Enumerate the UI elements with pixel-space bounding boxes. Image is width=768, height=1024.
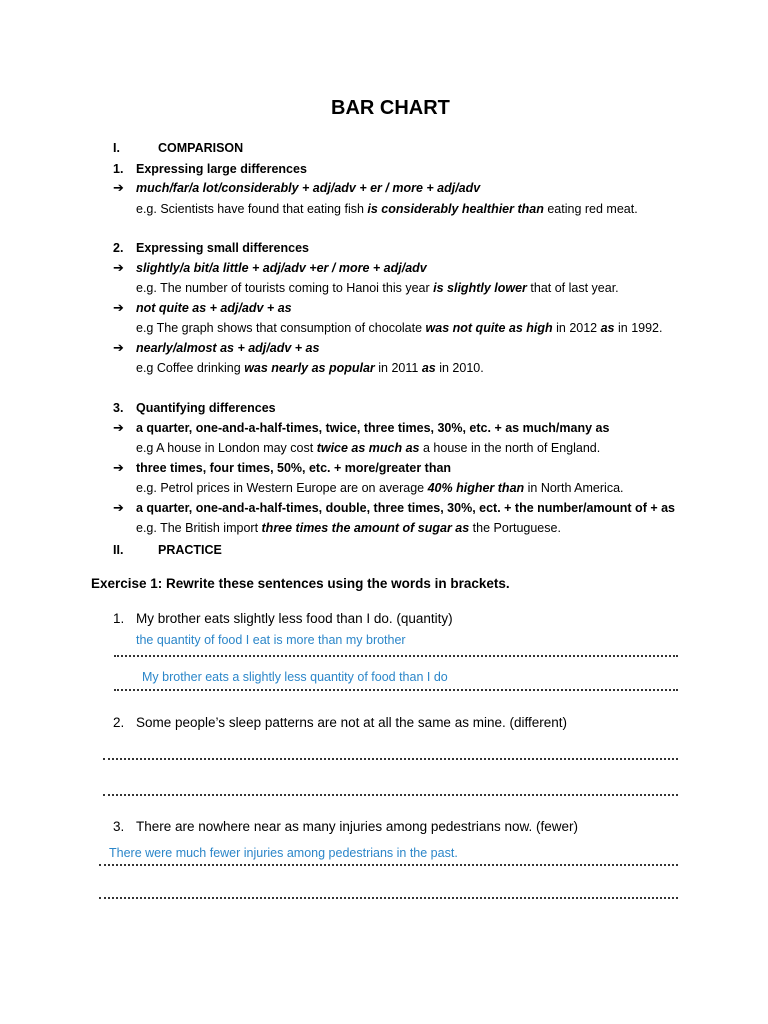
exercise-title: Exercise 1: Rewrite these sentences using the words in brackets. xyxy=(91,576,510,591)
rule-example: e.g The graph shows that consumption of chocolate was not quite as high in 2012 as in 1992. xyxy=(136,321,663,335)
handwritten-answer: There were much fewer injuries among pedestrians in the past. xyxy=(109,846,458,860)
rule-formula: slightly/a bit/a little + adj/adv +er / more + adj/adv xyxy=(136,261,427,275)
page-title: BAR CHART xyxy=(331,97,450,119)
rule-example: e.g. Scientists have found that eating fish is considerably healthier than eating red meat. xyxy=(136,202,638,216)
rule-formula: a quarter, one-and-a-half-times, twice, three times, 30%, etc. + as much/many as xyxy=(136,421,610,435)
arrow-icon: ➔ xyxy=(113,420,124,435)
item-number: 3. xyxy=(113,819,125,834)
rule-formula: much/far/a lot/considerably + adj/adv + er / more + adj/adv xyxy=(136,181,481,195)
handwritten-answer: My brother eats a slightly less quantity of food than I do xyxy=(142,670,448,684)
answer-line[interactable] xyxy=(114,689,678,691)
answer-line[interactable] xyxy=(99,864,678,866)
rule-example: e.g Coffee drinking was nearly as popular in 2011 as in 2010. xyxy=(136,361,484,375)
section-numeral: II. xyxy=(113,543,124,557)
arrow-icon: ➔ xyxy=(113,500,124,515)
group-heading: Expressing large differences xyxy=(136,162,307,176)
rule-example: e.g. Petrol prices in Western Europe are on average 40% higher than in North America. xyxy=(136,481,624,495)
group-number: 1. xyxy=(113,162,124,176)
group-heading: Quantifying differences xyxy=(136,401,276,415)
arrow-icon: ➔ xyxy=(113,340,124,355)
arrow-icon: ➔ xyxy=(113,300,124,315)
item-number: 1. xyxy=(113,611,125,626)
arrow-icon: ➔ xyxy=(113,180,124,195)
arrow-icon: ➔ xyxy=(113,260,124,275)
item-number: 2. xyxy=(113,715,125,730)
rule-formula: a quarter, one-and-a-half-times, double, three times, 30%, ect. + the number/amount of + as xyxy=(136,501,676,515)
section-heading: PRACTICE xyxy=(158,543,222,557)
answer-line[interactable] xyxy=(103,794,678,796)
answer-line[interactable] xyxy=(114,655,678,657)
item-prompt: There are nowhere near as many injuries among pedestrians now. (fewer) xyxy=(136,819,578,834)
section-numeral: I. xyxy=(113,141,120,155)
item-prompt: My brother eats slightly less food than I do. (quantity) xyxy=(136,611,453,626)
answer-line[interactable] xyxy=(103,758,678,760)
section-heading: COMPARISON xyxy=(158,141,244,155)
rule-example: e.g. The number of tourists coming to Hanoi this year is slightly lower that of last year. xyxy=(136,281,619,295)
answer-line[interactable] xyxy=(99,897,678,899)
arrow-icon: ➔ xyxy=(113,460,124,475)
handwritten-answer: the quantity of food I eat is more than my brother xyxy=(136,633,406,647)
item-prompt: Some people’s sleep patterns are not at all the same as mine. (different) xyxy=(136,715,567,730)
rule-formula: not quite as + adj/adv + as xyxy=(136,301,292,315)
group-number: 3. xyxy=(113,401,124,415)
rule-example: e.g. The British import three times the amount of sugar as the Portuguese. xyxy=(136,521,561,535)
group-heading: Expressing small differences xyxy=(136,241,309,255)
group-number: 2. xyxy=(113,241,124,255)
rule-formula: nearly/almost as + adj/adv + as xyxy=(136,341,320,355)
rule-example: e.g A house in London may cost twice as much as a house in the north of England. xyxy=(136,441,601,455)
rule-formula: three times, four times, 50%, etc. + more/greater than xyxy=(136,461,452,475)
